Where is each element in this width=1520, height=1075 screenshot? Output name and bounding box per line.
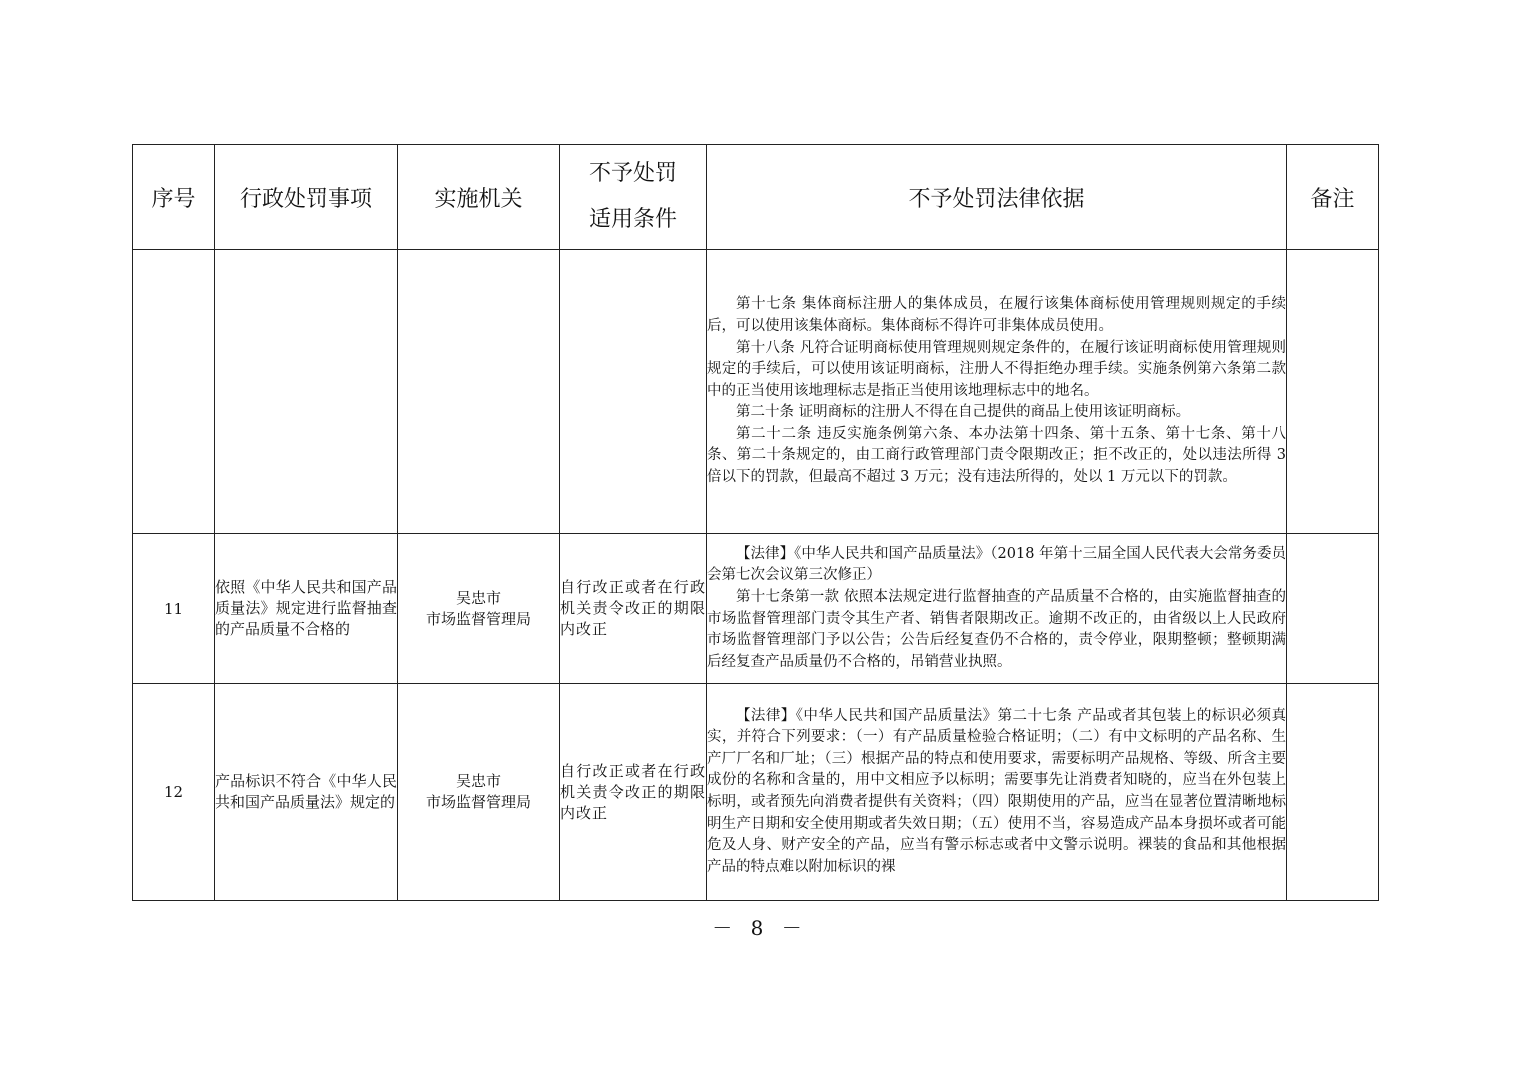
cell-matter (215, 250, 398, 534)
header-condition-line2: 适用条件 (588, 207, 677, 232)
cell-agency (398, 250, 560, 534)
cell-agency (398, 684, 560, 901)
basis-paragraph: 第十七条第一款 依照本法规定进行监督抽查的产品质量不合格的，由实施监督抽查的市场监督管理部门责令其生产者、销售者限期改正。逾期不改正的，由省级以上人民政府市场监督管理部门予以公告；公告后经复查仍不合格的，责令停业，限期整顿；整顿期满后经复查产品质量仍不合格的，吊销营业执照。 (707, 588, 1286, 670)
table-row-11 (133, 534, 1379, 684)
page-number: － 8 － (712, 916, 808, 940)
cell-remarks (1287, 684, 1379, 901)
header-agency: 实施机关 (398, 145, 560, 250)
table-header-row (133, 145, 1379, 250)
agency-line2: 市场监督管理局 (425, 609, 531, 628)
cell-matter: 产品标识不符合《中华人民共和国产品质量法》规定的 (215, 684, 398, 901)
cell-condition: 自行改正或者在行政机关责令改正的期限内改正 (560, 534, 707, 684)
basis-paragraph: 第十八条 凡符合证明商标使用管理规则规定条件的，在履行该证明商标使用管理规则规定的手续后，可以使用该证明商标，注册人不得拒绝办理手续。实施条例第六条第二款中的正当使用该地理标志是指正当使用该地理标志中的地名。 (707, 339, 1286, 399)
cell-remarks (1287, 250, 1379, 534)
table-row-continued (133, 250, 1379, 534)
cell-basis (707, 534, 1287, 684)
header-matter: 行政处罚事项 (215, 145, 398, 250)
agency-line1: 吴忠市 (455, 772, 501, 790)
cell-basis (707, 250, 1287, 534)
cell-seq (133, 250, 215, 534)
cell-basis (707, 684, 1287, 901)
basis-paragraph: 第二十二条 违反实施条例第六条、本办法第十四条、第十五条、第十七条、第十八条、第二十条规定的，由工商行政管理部门责令限期改正；拒不改正的，处以违法所得 3 倍以下的罚款，但最高不超过 3 万元；没有违法所得的，处以 1 万元以下的罚款。 (707, 425, 1286, 486)
basis-paragraph: 第二十条 证明商标的注册人不得在自己提供的商品上使用该证明商标。 (736, 404, 1191, 421)
header-condition-line1: 不予处罚 (588, 161, 677, 186)
basis-paragraph: 【法律】《中华人民共和国产品质量法》第二十七条 产品或者其包装上的标识必须真实，并符合下列要求：（一）有产品质量检验合格证明；（二）有中文标明的产品名称、生产厂厂名和厂址；（三）根据产品的特点和使用要求，需要标明产品规格、等级、所含主要成份的名称和含量的，用中文相应予以标明；需要事先让消费者知晓的，应当在外包装上标明，或者预先向消费者提供有关资料；（四）限期使用的产品，应当在显著位置清晰地标明生产日期和安全使用期或者失效日期；（五）使用不当，容易造成产品本身损坏或者可能危及人身、财产安全的产品，应当有警示标志或者中文警示说明。裸装的食品和其他根据产品的特点难以附加标识的裸 (707, 707, 1286, 875)
cell-agency (398, 534, 560, 684)
penalty-exemption-table (132, 144, 1379, 901)
header-remarks: 备注 (1287, 145, 1379, 250)
cell-remarks (1287, 534, 1379, 684)
cell-matter: 依照《中华人民共和国产品质量法》规定进行监督抽查的产品质量不合格的 (215, 534, 398, 684)
header-condition (560, 145, 707, 250)
header-seq: 序号 (133, 145, 215, 250)
agency-line1: 吴忠市 (455, 588, 501, 607)
header-basis: 不予处罚法律依据 (707, 145, 1287, 250)
cell-seq: 11 (133, 534, 215, 684)
basis-paragraph: 第十七条 集体商标注册人的集体成员，在履行该集体商标使用管理规则规定的手续后，可以使用该集体商标。集体商标不得许可非集体成员使用。 (707, 296, 1286, 334)
cell-condition: 自行改正或者在行政机关责令改正的期限内改正 (560, 684, 707, 901)
basis-paragraph: 【法律】《中华人民共和国产品质量法》（2018 年第十三届全国人民代表大会常务委员会第七次会议第三次修正） (707, 545, 1286, 584)
cell-seq: 12 (133, 684, 215, 901)
cell-condition (560, 250, 707, 534)
agency-line2: 市场监督管理局 (425, 793, 531, 811)
table-row-12 (133, 684, 1379, 901)
